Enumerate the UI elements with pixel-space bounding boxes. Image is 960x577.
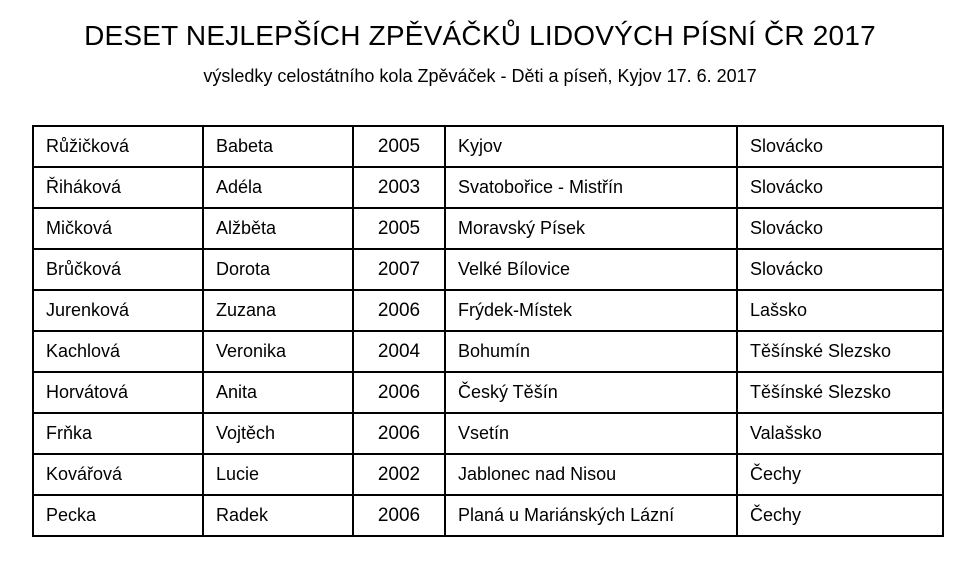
birth-year-cell: 2006 bbox=[353, 495, 445, 536]
birth-year-cell: 2006 bbox=[353, 413, 445, 454]
first-name-cell: Veronika bbox=[203, 331, 353, 372]
region-cell: Těšínské Slezsko bbox=[737, 331, 943, 372]
document-title: DESET NEJLEPŠÍCH ZPĚVÁČKŮ LIDOVÝCH PÍSNÍ ČR 2017 bbox=[84, 20, 876, 51]
birth-year-cell: 2007 bbox=[353, 249, 445, 290]
first-name-cell: Lucie bbox=[203, 454, 353, 495]
town-cell: Planá u Mariánských Lázní bbox=[445, 495, 737, 536]
town-cell: Jablonec nad Nisou bbox=[445, 454, 737, 495]
first-name-cell: Radek bbox=[203, 495, 353, 536]
surname-cell: Pecka bbox=[33, 495, 203, 536]
surname-cell: Řiháková bbox=[33, 167, 203, 208]
surname-cell: Horvátová bbox=[33, 372, 203, 413]
first-name-cell: Babeta bbox=[203, 126, 353, 167]
region-cell: Čechy bbox=[737, 495, 943, 536]
surname-cell: Frňka bbox=[33, 413, 203, 454]
table-row bbox=[33, 454, 943, 495]
town-cell: Frýdek-Místek bbox=[445, 290, 737, 331]
first-name-cell: Anita bbox=[203, 372, 353, 413]
surname-cell: Kachlová bbox=[33, 331, 203, 372]
surname-cell: Brůčková bbox=[33, 249, 203, 290]
first-name-cell: Dorota bbox=[203, 249, 353, 290]
table-row bbox=[33, 249, 943, 290]
region-cell: Těšínské Slezsko bbox=[737, 372, 943, 413]
surname-cell: Růžičková bbox=[33, 126, 203, 167]
table-row bbox=[33, 413, 943, 454]
table-row bbox=[33, 372, 943, 413]
document-subtitle: výsledky celostátního kola Zpěváček - Děti a píseň, Kyjov 17. 6. 2017 bbox=[203, 66, 757, 86]
town-cell: Bohumín bbox=[445, 331, 737, 372]
first-name-cell: Zuzana bbox=[203, 290, 353, 331]
table-row bbox=[33, 208, 943, 249]
birth-year-cell: 2005 bbox=[353, 208, 445, 249]
first-name-cell: Alžběta bbox=[203, 208, 353, 249]
surname-cell: Jurenková bbox=[33, 290, 203, 331]
birth-year-cell: 2006 bbox=[353, 290, 445, 331]
town-cell: Vsetín bbox=[445, 413, 737, 454]
town-cell: Svatobořice - Mistřín bbox=[445, 167, 737, 208]
town-cell: Moravský Písek bbox=[445, 208, 737, 249]
region-cell: Valašsko bbox=[737, 413, 943, 454]
region-cell: Slovácko bbox=[737, 126, 943, 167]
table-row bbox=[33, 126, 943, 167]
surname-cell: Mičková bbox=[33, 208, 203, 249]
town-cell: Český Těšín bbox=[445, 372, 737, 413]
region-cell: Čechy bbox=[737, 454, 943, 495]
region-cell: Slovácko bbox=[737, 249, 943, 290]
table-row bbox=[33, 331, 943, 372]
first-name-cell: Vojtěch bbox=[203, 413, 353, 454]
birth-year-cell: 2006 bbox=[353, 372, 445, 413]
table-row bbox=[33, 495, 943, 536]
region-cell: Slovácko bbox=[737, 167, 943, 208]
birth-year-cell: 2003 bbox=[353, 167, 445, 208]
region-cell: Lašsko bbox=[737, 290, 943, 331]
table-row bbox=[33, 290, 943, 331]
region-cell: Slovácko bbox=[737, 208, 943, 249]
surname-cell: Kovářová bbox=[33, 454, 203, 495]
first-name-cell: Adéla bbox=[203, 167, 353, 208]
table-row bbox=[33, 167, 943, 208]
birth-year-cell: 2004 bbox=[353, 331, 445, 372]
town-cell: Kyjov bbox=[445, 126, 737, 167]
birth-year-cell: 2002 bbox=[353, 454, 445, 495]
birth-year-cell: 2005 bbox=[353, 126, 445, 167]
results-table-body bbox=[33, 126, 943, 536]
town-cell: Velké Bílovice bbox=[445, 249, 737, 290]
results-table bbox=[32, 125, 944, 537]
